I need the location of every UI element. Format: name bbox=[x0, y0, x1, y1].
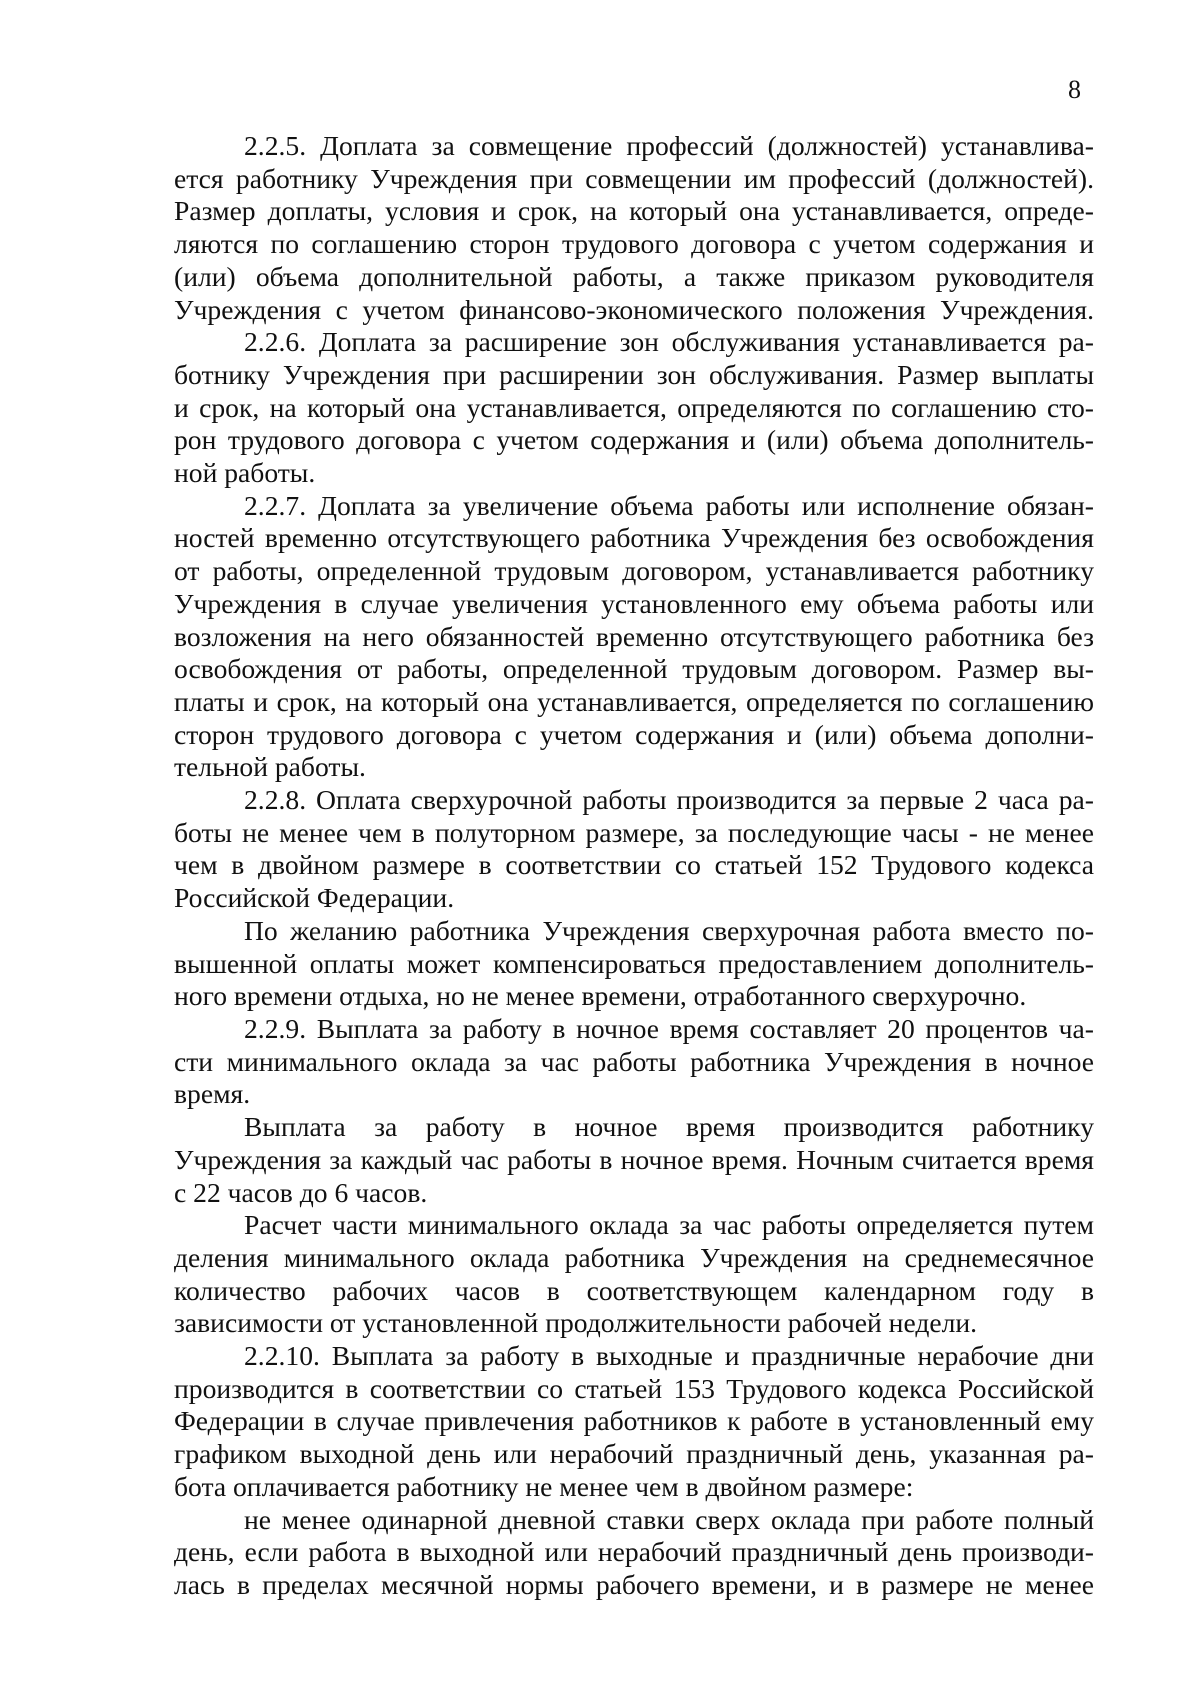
paragraph-2-2-9-night-hours bbox=[174, 1111, 1094, 1209]
text-line: сторон трудового договора с учетом содержания и (или) объема дополни- bbox=[174, 718, 1094, 750]
text-line: ной работы. bbox=[174, 457, 316, 489]
text-line: освобождения от работы, определенной трудовым договором. Размер вы- bbox=[174, 653, 1094, 685]
text-line: производится в соответствии со статьей 153 Трудового кодекса Российской bbox=[174, 1372, 1094, 1404]
paragraph-2-2-7 bbox=[174, 490, 1094, 784]
text-line: 2.2.9. Выплата за работу в ночное время составляет 20 процентов ча- bbox=[244, 1012, 1094, 1044]
text-line: (или) объема дополнительной работы, а также приказом руководителя bbox=[174, 260, 1094, 292]
text-line: тельной работы. bbox=[174, 751, 366, 783]
text-line: платы и срок, на который она устанавливается, определяется по соглашению bbox=[174, 685, 1094, 717]
paragraph-2-2-8-overtime-rest bbox=[174, 915, 1094, 1013]
text-line: 2.2.6. Доплата за расширение зон обслуживания устанавливается ра- bbox=[244, 326, 1094, 358]
text-line: возложения на него обязанностей временно отсутствующего работника без bbox=[174, 620, 1094, 652]
text-line: не менее одинарной дневной ставки сверх оклада при работе полный bbox=[244, 1503, 1094, 1535]
paragraph-2-2-9 bbox=[174, 1013, 1094, 1111]
text-line: Учреждения за каждый час работы в ночное время. Ночным считается время bbox=[174, 1143, 1094, 1175]
text-line: вышенной оплаты может компенсироваться предоставлением дополнитель- bbox=[174, 947, 1094, 979]
text-line: Российской Федерации. bbox=[174, 882, 455, 914]
paragraph-2-2-6 bbox=[174, 326, 1094, 490]
paragraph-2-2-9-calculation bbox=[174, 1209, 1094, 1340]
text-line: сти минимального оклада за час работы работника Учреждения в ночное bbox=[174, 1045, 1094, 1077]
text-line: 2.2.5. Доплата за совмещение профессий (должностей) устанавлива- bbox=[244, 130, 1094, 161]
text-line: деления минимального оклада работника Учреждения на среднемесячное bbox=[174, 1241, 1094, 1273]
text-line: ностей временно отсутствующего работника Учреждения без освобождения bbox=[174, 522, 1094, 554]
paragraph-2-2-10-single-rate bbox=[174, 1504, 1094, 1602]
text-line: По желанию работника Учреждения сверхурочная работа вместо по- bbox=[244, 914, 1094, 946]
text-line: 2.2.10. Выплата за работу в выходные и праздничные нерабочие дни bbox=[244, 1340, 1094, 1372]
text-line: Учреждения с учетом финансово-экономического положения Учреждения. bbox=[174, 293, 1094, 325]
text-line: ного времени отдыха, но не менее времени, отработанного сверхурочно. bbox=[174, 980, 1027, 1012]
text-line: лась в пределах месячной нормы рабочего времени, и в размере не менее bbox=[174, 1568, 1094, 1600]
text-line: время. bbox=[174, 1078, 251, 1110]
text-line: и срок, на который она устанавливается, определяются по соглашению сто- bbox=[174, 391, 1094, 423]
text-line: ботнику Учреждения при расширении зон обслуживания. Размер выплаты bbox=[174, 358, 1094, 390]
text-line: рон трудового договора с учетом содержания и (или) объема дополнитель- bbox=[174, 424, 1094, 456]
paragraph-2-2-8 bbox=[174, 784, 1094, 915]
text-line: чем в двойном размере в соответствии со статьей 152 Трудового кодекса bbox=[174, 849, 1094, 881]
text-line: Выплата за работу в ночное время производится работнику bbox=[244, 1111, 1094, 1143]
text-line: зависимости от установленной продолжительности рабочей недели. bbox=[174, 1307, 978, 1339]
text-line: Учреждения в случае увеличения установленного ему объема работы или bbox=[174, 587, 1094, 619]
text-line: Расчет части минимального оклада за час работы определяется путем bbox=[244, 1209, 1094, 1241]
text-line: количество рабочих часов в соответствующем календарном году в bbox=[174, 1274, 1094, 1306]
text-line: боты не менее чем в полуторном размере, за последующие часы - не менее bbox=[174, 816, 1094, 848]
text-line: Федерации в случае привлечения работников к работе в установленный ему bbox=[174, 1405, 1094, 1437]
text-line: Размер доплаты, условия и срок, на который она устанавливается, опреде- bbox=[174, 195, 1094, 227]
text-line: с 22 часов до 6 часов. bbox=[174, 1176, 428, 1208]
text-line: 2.2.8. Оплата сверхурочной работы производится за первые 2 часа ра- bbox=[244, 784, 1094, 816]
paragraph-2-2-10 bbox=[174, 1340, 1094, 1504]
text-line: ется работнику Учреждения при совмещении им профессий (должностей). bbox=[174, 162, 1094, 194]
page-number: 8 bbox=[1068, 75, 1081, 104]
document-body bbox=[174, 130, 1094, 1602]
text-line: графиком выходной день или нерабочий праздничный день, указанная ра- bbox=[174, 1438, 1094, 1470]
text-line: бота оплачивается работнику не менее чем в двойном размере: bbox=[174, 1470, 914, 1502]
text-line: ляются по соглашению сторон трудового договора с учетом содержания и bbox=[174, 228, 1094, 260]
text-line: от работы, определенной трудовым договором, устанавливается работнику bbox=[174, 555, 1094, 587]
text-line: 2.2.7. Доплата за увеличение объема работы или исполнение обязан- bbox=[244, 489, 1094, 521]
text-line: день, если работа в выходной или нерабочий праздничный день производи- bbox=[174, 1536, 1094, 1568]
paragraph-2-2-5 bbox=[174, 130, 1094, 326]
